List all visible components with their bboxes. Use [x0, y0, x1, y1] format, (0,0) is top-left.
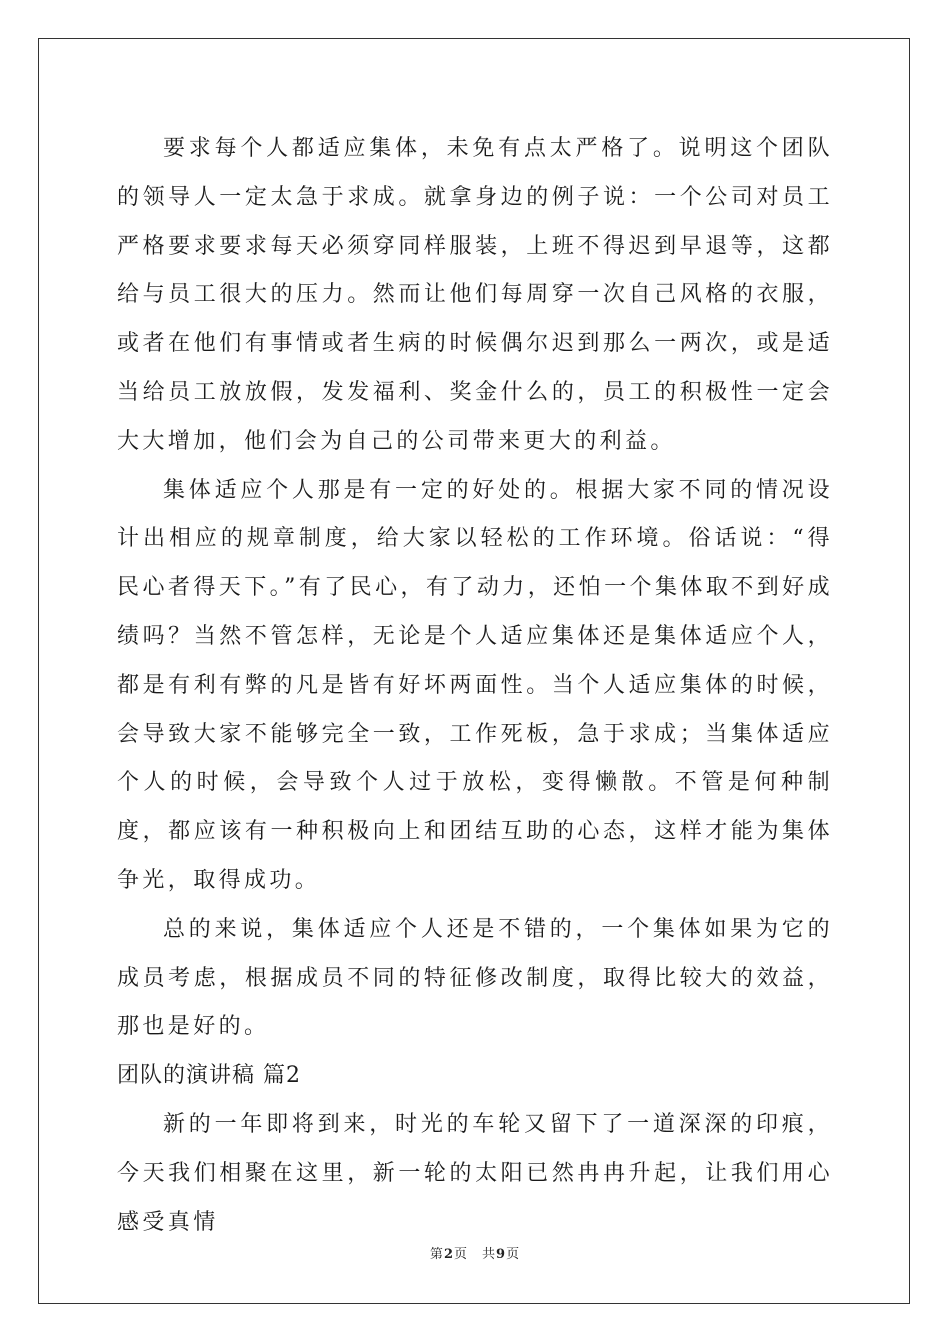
- section-paragraph-1: 新的一年即将到来，时光的车轮又留下了一道深深的印痕，今天我们相聚在这里，新一轮的太阳已然冉冉升起，让我们用心感受真情: [117, 1111, 833, 1235]
- total-suffix: 页: [506, 1247, 521, 1262]
- page-number: 2: [443, 1247, 454, 1262]
- total-pages: 9: [496, 1247, 507, 1262]
- page-suffix: 页: [453, 1247, 468, 1262]
- paragraph-2: 集体适应个人那是有一定的好处的。根据大家不同的情况设计出相应的规章制度，给大家以轻松的工作环境。俗话说：“得民心者得天下。”有了民心，有了动力，还怕一个集体取不到好成绩吗？当然不管怎样，无论是个人适应集体还是集体适应个人，都是有利有弊的凡是皆有好坏两面性。当个人适应集体的时候，会导致大家不能够完全一致，工作死板，急于求成；当集体适应个人的时候，会导致个人过于放松，变得懒散。不管是何种制度，都应该有一种积极向上和团结互助的心态，这样才能为集体争光，取得成功。: [117, 477, 833, 893]
- document-body: [117, 125, 833, 1247]
- page-prefix: 第: [429, 1247, 444, 1262]
- page-footer: [0, 1243, 950, 1262]
- paragraph-3: 总的来说，集体适应个人还是不错的，一个集体如果为它的成员考虑，根据成员不同的特征修改制度，取得比较大的效益，那也是好的。: [117, 916, 833, 1040]
- section-title: 团队的演讲稿 篇2: [117, 1063, 301, 1089]
- total-prefix: 共: [482, 1247, 497, 1262]
- paragraph-1: 要求每个人都适应集体，未免有点太严格了。说明这个团队的领导人一定太急于求成。就拿身边的例子说：一个公司对员工严格要求要求每天必须穿同样服装，上班不得迟到早退等，这都给与员工很大的压力。然而让他们每周穿一次自己风格的衣服，或者在他们有事情或者生病的时候偶尔迟到那么一两次，或是适当给员工放放假，发发福利、奖金什么的，员工的积极性一定会大大增加，他们会为自己的公司带来更大的利益。: [117, 136, 833, 454]
